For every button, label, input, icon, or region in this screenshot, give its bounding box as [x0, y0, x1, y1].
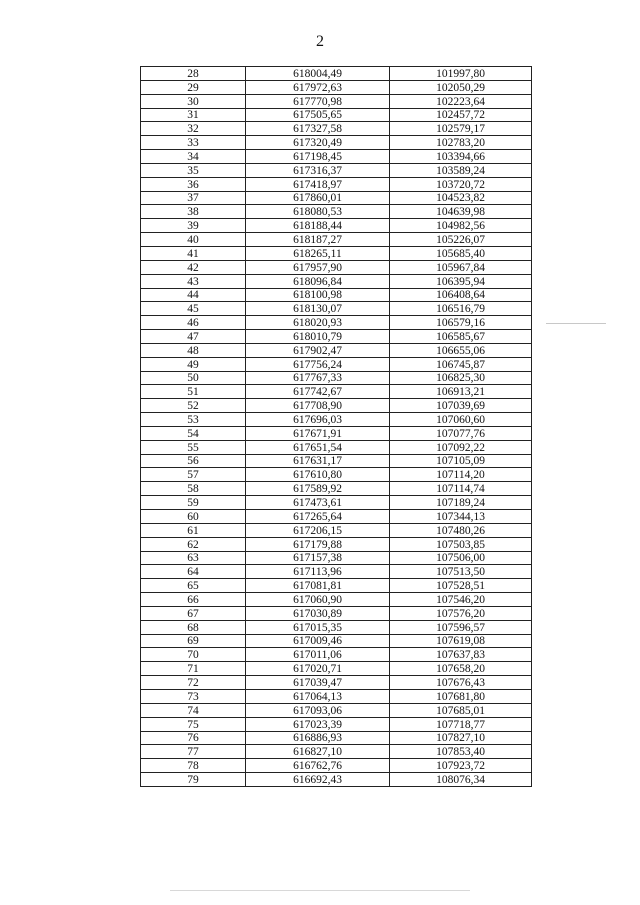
table-row — [141, 274, 532, 288]
table-row — [141, 108, 532, 122]
table-row — [141, 634, 532, 648]
table-row — [141, 136, 532, 150]
table-row — [141, 482, 532, 496]
point-number-cell: 30 — [141, 94, 246, 108]
table-row — [141, 606, 532, 620]
y-coordinate-cell: 103394,66 — [390, 150, 532, 164]
point-number-cell: 65 — [141, 579, 246, 593]
x-coordinate-cell: 617198,45 — [246, 150, 390, 164]
coordinates-table-body — [141, 67, 532, 787]
x-coordinate-cell: 617093,06 — [246, 703, 390, 717]
table-row — [141, 745, 532, 759]
y-coordinate-cell: 106579,16 — [390, 316, 532, 330]
table-row — [141, 551, 532, 565]
scan-artifact — [170, 890, 470, 891]
x-coordinate-cell: 617902,47 — [246, 343, 390, 357]
table-row — [141, 648, 532, 662]
point-number-cell: 42 — [141, 260, 246, 274]
table-row — [141, 288, 532, 302]
page-number: 2 — [316, 33, 324, 50]
x-coordinate-cell: 617418,97 — [246, 177, 390, 191]
point-number-cell: 73 — [141, 689, 246, 703]
y-coordinate-cell: 106913,21 — [390, 385, 532, 399]
table-row — [141, 260, 532, 274]
x-coordinate-cell: 617113,96 — [246, 565, 390, 579]
x-coordinate-cell: 617972,63 — [246, 80, 390, 94]
x-coordinate-cell: 617742,67 — [246, 385, 390, 399]
scan-artifact — [546, 323, 606, 324]
table-row — [141, 773, 532, 787]
y-coordinate-cell: 106825,30 — [390, 371, 532, 385]
coordinates-table — [140, 66, 532, 787]
table-row — [141, 385, 532, 399]
y-coordinate-cell: 107513,50 — [390, 565, 532, 579]
point-number-cell: 67 — [141, 606, 246, 620]
x-coordinate-cell: 617064,13 — [246, 689, 390, 703]
x-coordinate-cell: 617651,54 — [246, 440, 390, 454]
x-coordinate-cell: 617473,61 — [246, 496, 390, 510]
y-coordinate-cell: 107619,08 — [390, 634, 532, 648]
point-number-cell: 61 — [141, 523, 246, 537]
point-number-cell: 41 — [141, 246, 246, 260]
point-number-cell: 62 — [141, 537, 246, 551]
table-row — [141, 440, 532, 454]
point-number-cell: 76 — [141, 731, 246, 745]
y-coordinate-cell: 107718,77 — [390, 717, 532, 731]
table-row — [141, 717, 532, 731]
y-coordinate-cell: 107077,76 — [390, 426, 532, 440]
x-coordinate-cell: 617023,39 — [246, 717, 390, 731]
point-number-cell: 57 — [141, 468, 246, 482]
x-coordinate-cell: 617767,33 — [246, 371, 390, 385]
point-number-cell: 59 — [141, 496, 246, 510]
y-coordinate-cell: 107039,69 — [390, 399, 532, 413]
point-number-cell: 52 — [141, 399, 246, 413]
y-coordinate-cell: 105685,40 — [390, 246, 532, 260]
table-row — [141, 593, 532, 607]
table-row — [141, 468, 532, 482]
y-coordinate-cell: 107685,01 — [390, 703, 532, 717]
y-coordinate-cell: 102050,29 — [390, 80, 532, 94]
y-coordinate-cell: 107681,80 — [390, 689, 532, 703]
x-coordinate-cell: 617327,58 — [246, 122, 390, 136]
point-number-cell: 69 — [141, 634, 246, 648]
point-number-cell: 50 — [141, 371, 246, 385]
y-coordinate-cell: 103720,72 — [390, 177, 532, 191]
x-coordinate-cell: 618096,84 — [246, 274, 390, 288]
table-row — [141, 163, 532, 177]
table-row — [141, 67, 532, 81]
table-row — [141, 205, 532, 219]
x-coordinate-cell: 618020,93 — [246, 316, 390, 330]
point-number-cell: 47 — [141, 330, 246, 344]
table-row — [141, 122, 532, 136]
point-number-cell: 74 — [141, 703, 246, 717]
x-coordinate-cell: 617265,64 — [246, 510, 390, 524]
point-number-cell: 54 — [141, 426, 246, 440]
y-coordinate-cell: 104523,82 — [390, 191, 532, 205]
y-coordinate-cell: 107105,09 — [390, 454, 532, 468]
x-coordinate-cell: 617860,01 — [246, 191, 390, 205]
y-coordinate-cell: 104639,98 — [390, 205, 532, 219]
table-row — [141, 413, 532, 427]
point-number-cell: 66 — [141, 593, 246, 607]
point-number-cell: 70 — [141, 648, 246, 662]
x-coordinate-cell: 617320,49 — [246, 136, 390, 150]
point-number-cell: 28 — [141, 67, 246, 81]
point-number-cell: 60 — [141, 510, 246, 524]
table-row — [141, 454, 532, 468]
table-row — [141, 219, 532, 233]
x-coordinate-cell: 617505,65 — [246, 108, 390, 122]
table-row — [141, 496, 532, 510]
x-coordinate-cell: 617770,98 — [246, 94, 390, 108]
y-coordinate-cell: 107114,74 — [390, 482, 532, 496]
table-row — [141, 703, 532, 717]
point-number-cell: 53 — [141, 413, 246, 427]
y-coordinate-cell: 105967,84 — [390, 260, 532, 274]
point-number-cell: 35 — [141, 163, 246, 177]
x-coordinate-cell: 617589,92 — [246, 482, 390, 496]
table-row — [141, 537, 532, 551]
x-coordinate-cell: 617015,35 — [246, 620, 390, 634]
point-number-cell: 68 — [141, 620, 246, 634]
y-coordinate-cell: 107506,00 — [390, 551, 532, 565]
table-row — [141, 662, 532, 676]
y-coordinate-cell: 107923,72 — [390, 759, 532, 773]
point-number-cell: 55 — [141, 440, 246, 454]
point-number-cell: 71 — [141, 662, 246, 676]
y-coordinate-cell: 102457,72 — [390, 108, 532, 122]
x-coordinate-cell: 618265,11 — [246, 246, 390, 260]
table-row — [141, 246, 532, 260]
point-number-cell: 64 — [141, 565, 246, 579]
y-coordinate-cell: 104982,56 — [390, 219, 532, 233]
x-coordinate-cell: 617316,37 — [246, 163, 390, 177]
x-coordinate-cell: 617957,90 — [246, 260, 390, 274]
y-coordinate-cell: 107503,85 — [390, 537, 532, 551]
x-coordinate-cell: 617631,17 — [246, 454, 390, 468]
table-row — [141, 330, 532, 344]
table-row — [141, 731, 532, 745]
point-number-cell: 56 — [141, 454, 246, 468]
y-coordinate-cell: 106408,64 — [390, 288, 532, 302]
table-row — [141, 523, 532, 537]
table-row — [141, 343, 532, 357]
point-number-cell: 38 — [141, 205, 246, 219]
point-number-cell: 63 — [141, 551, 246, 565]
point-number-cell: 58 — [141, 482, 246, 496]
y-coordinate-cell: 107546,20 — [390, 593, 532, 607]
y-coordinate-cell: 107853,40 — [390, 745, 532, 759]
x-coordinate-cell: 618187,27 — [246, 233, 390, 247]
point-number-cell: 29 — [141, 80, 246, 94]
table-row — [141, 426, 532, 440]
x-coordinate-cell: 617206,15 — [246, 523, 390, 537]
y-coordinate-cell: 107637,83 — [390, 648, 532, 662]
x-coordinate-cell: 618188,44 — [246, 219, 390, 233]
y-coordinate-cell: 106395,94 — [390, 274, 532, 288]
table-row — [141, 150, 532, 164]
y-coordinate-cell: 107658,20 — [390, 662, 532, 676]
y-coordinate-cell: 106745,87 — [390, 357, 532, 371]
point-number-cell: 77 — [141, 745, 246, 759]
table-row — [141, 94, 532, 108]
y-coordinate-cell: 107114,20 — [390, 468, 532, 482]
point-number-cell: 75 — [141, 717, 246, 731]
x-coordinate-cell: 618080,53 — [246, 205, 390, 219]
x-coordinate-cell: 617039,47 — [246, 676, 390, 690]
table-row — [141, 689, 532, 703]
table-row — [141, 80, 532, 94]
table-row — [141, 565, 532, 579]
y-coordinate-cell: 108076,34 — [390, 773, 532, 787]
y-coordinate-cell: 106516,79 — [390, 302, 532, 316]
point-number-cell: 48 — [141, 343, 246, 357]
y-coordinate-cell: 101997,80 — [390, 67, 532, 81]
y-coordinate-cell: 102223,64 — [390, 94, 532, 108]
y-coordinate-cell: 107060,60 — [390, 413, 532, 427]
x-coordinate-cell: 617696,03 — [246, 413, 390, 427]
point-number-cell: 72 — [141, 676, 246, 690]
point-number-cell: 31 — [141, 108, 246, 122]
y-coordinate-cell: 107092,22 — [390, 440, 532, 454]
point-number-cell: 40 — [141, 233, 246, 247]
y-coordinate-cell: 107528,51 — [390, 579, 532, 593]
point-number-cell: 51 — [141, 385, 246, 399]
table-row — [141, 316, 532, 330]
x-coordinate-cell: 618100,98 — [246, 288, 390, 302]
x-coordinate-cell: 618004,49 — [246, 67, 390, 81]
y-coordinate-cell: 102783,20 — [390, 136, 532, 150]
table-row — [141, 579, 532, 593]
table-row — [141, 620, 532, 634]
x-coordinate-cell: 617708,90 — [246, 399, 390, 413]
y-coordinate-cell: 107576,20 — [390, 606, 532, 620]
y-coordinate-cell: 106585,67 — [390, 330, 532, 344]
x-coordinate-cell: 617671,91 — [246, 426, 390, 440]
x-coordinate-cell: 616762,76 — [246, 759, 390, 773]
table-row — [141, 302, 532, 316]
table-row — [141, 510, 532, 524]
y-coordinate-cell: 107596,57 — [390, 620, 532, 634]
x-coordinate-cell: 617030,89 — [246, 606, 390, 620]
x-coordinate-cell: 618010,79 — [246, 330, 390, 344]
point-number-cell: 79 — [141, 773, 246, 787]
y-coordinate-cell: 102579,17 — [390, 122, 532, 136]
point-number-cell: 44 — [141, 288, 246, 302]
x-coordinate-cell: 617009,46 — [246, 634, 390, 648]
x-coordinate-cell: 617179,88 — [246, 537, 390, 551]
x-coordinate-cell: 616886,93 — [246, 731, 390, 745]
point-number-cell: 49 — [141, 357, 246, 371]
x-coordinate-cell: 618130,07 — [246, 302, 390, 316]
point-number-cell: 46 — [141, 316, 246, 330]
x-coordinate-cell: 617020,71 — [246, 662, 390, 676]
y-coordinate-cell: 107189,24 — [390, 496, 532, 510]
table-row — [141, 177, 532, 191]
y-coordinate-cell: 105226,07 — [390, 233, 532, 247]
x-coordinate-cell: 617610,80 — [246, 468, 390, 482]
table-row — [141, 371, 532, 385]
y-coordinate-cell: 107676,43 — [390, 676, 532, 690]
point-number-cell: 32 — [141, 122, 246, 136]
x-coordinate-cell: 616827,10 — [246, 745, 390, 759]
point-number-cell: 45 — [141, 302, 246, 316]
point-number-cell: 34 — [141, 150, 246, 164]
x-coordinate-cell: 617756,24 — [246, 357, 390, 371]
x-coordinate-cell: 617157,38 — [246, 551, 390, 565]
point-number-cell: 78 — [141, 759, 246, 773]
point-number-cell: 36 — [141, 177, 246, 191]
table-row — [141, 676, 532, 690]
x-coordinate-cell: 617060,90 — [246, 593, 390, 607]
table-row — [141, 233, 532, 247]
table-row — [141, 759, 532, 773]
x-coordinate-cell: 616692,43 — [246, 773, 390, 787]
y-coordinate-cell: 103589,24 — [390, 163, 532, 177]
table-row — [141, 399, 532, 413]
y-coordinate-cell: 106655,06 — [390, 343, 532, 357]
x-coordinate-cell: 617011,06 — [246, 648, 390, 662]
point-number-cell: 43 — [141, 274, 246, 288]
y-coordinate-cell: 107480,26 — [390, 523, 532, 537]
y-coordinate-cell: 107344,13 — [390, 510, 532, 524]
table-row — [141, 191, 532, 205]
point-number-cell: 37 — [141, 191, 246, 205]
point-number-cell: 33 — [141, 136, 246, 150]
x-coordinate-cell: 617081,81 — [246, 579, 390, 593]
point-number-cell: 39 — [141, 219, 246, 233]
y-coordinate-cell: 107827,10 — [390, 731, 532, 745]
table-row — [141, 357, 532, 371]
